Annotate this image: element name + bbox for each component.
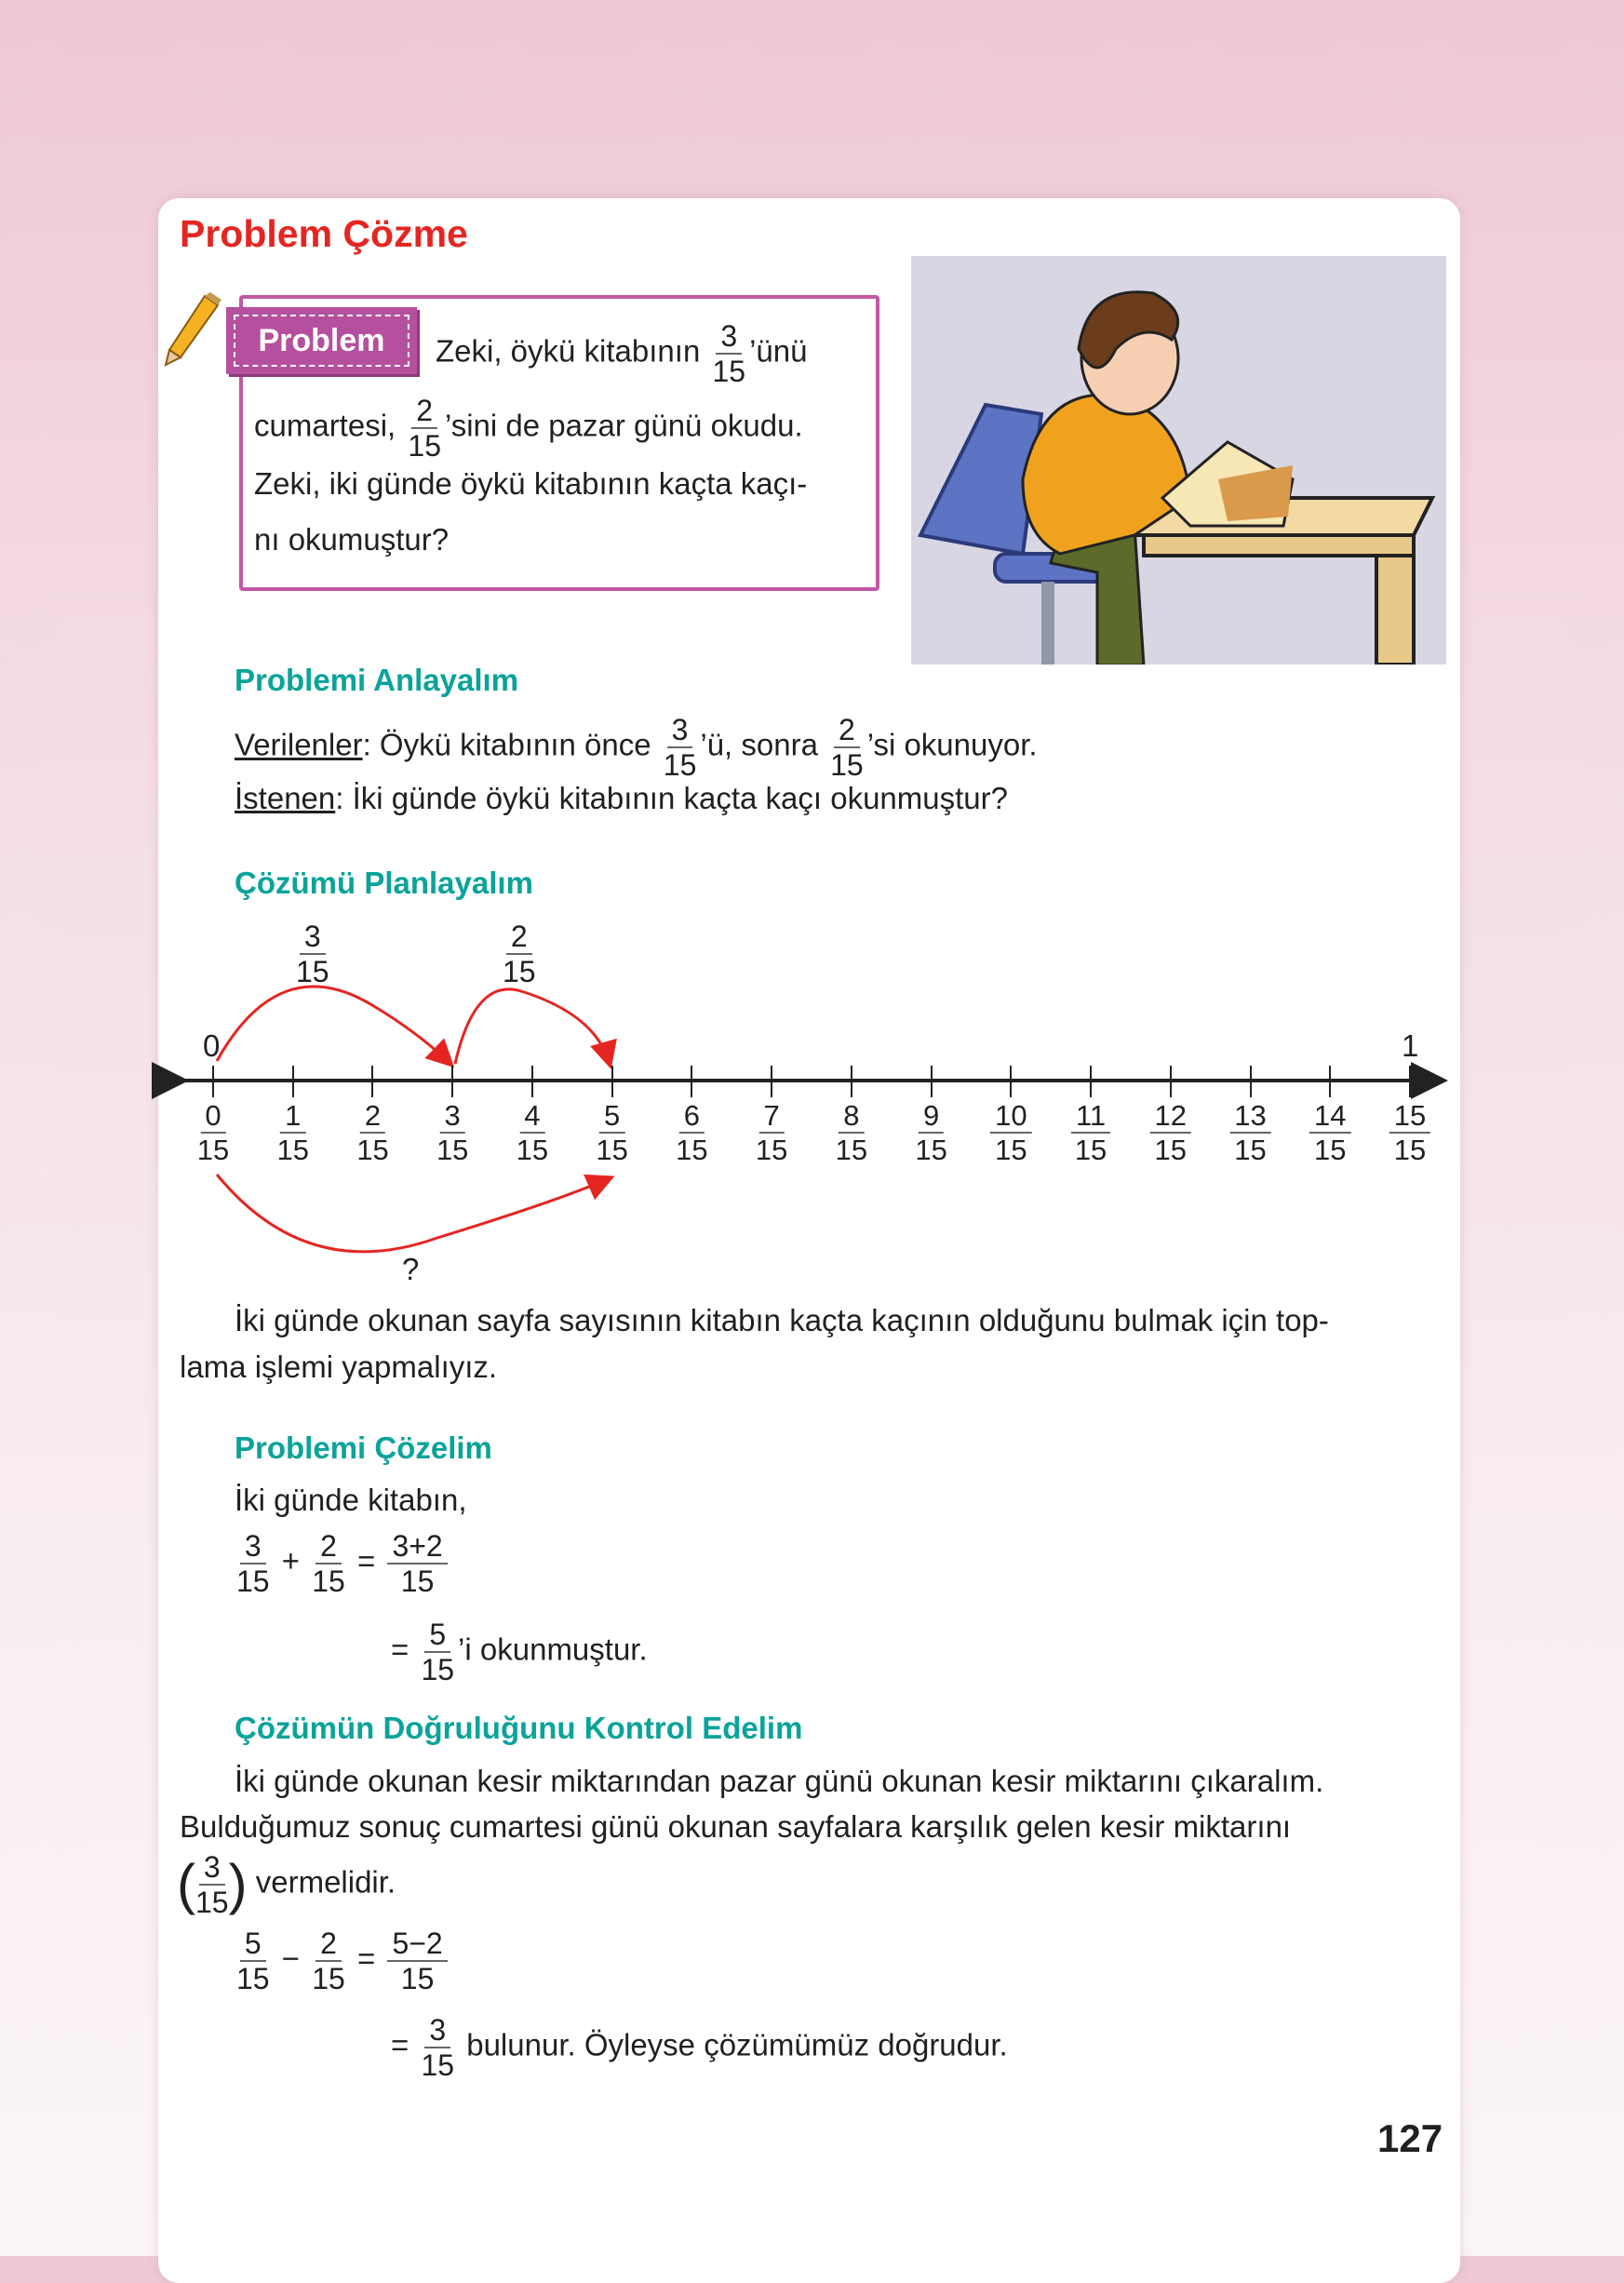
tick-label: $\frac{5}{15}$	[596, 1099, 628, 1166]
tick-label: $\frac{10}{15}$	[986, 1101, 1035, 1164]
tick-label: $\frac{6}{15}$	[676, 1099, 708, 1166]
number-line-tick	[212, 1066, 214, 1097]
tick-label: $\frac{2}{15}$	[356, 1099, 389, 1166]
number-line-tick	[851, 1066, 852, 1097]
check-paragraph-2: Bulduğumuz sonuç cumartesi günü okunan sayfalara karşılık gelen kesir miktarını	[180, 1809, 1292, 1844]
asked-line: İstenen: İki günde öykü kitabının kaçta kaçı okunmuştur?	[235, 781, 1008, 815]
number-line-tick	[451, 1066, 453, 1097]
problem-badge: Problem	[226, 307, 417, 374]
number-line-tick	[292, 1066, 294, 1097]
zero-label: 0	[203, 1028, 221, 1063]
number-line-tick	[1010, 1066, 1012, 1097]
question-label: ?	[402, 1252, 420, 1286]
check-equation: $\frac{5}{15}$ − $\frac{2}{15}$ = $\frac{5-2}{15}$	[233, 1928, 451, 1994]
page-number: 127	[1377, 2116, 1443, 2160]
number-line-tick	[691, 1066, 692, 1097]
number-line-tick	[611, 1066, 613, 1097]
tick-label: $\frac{9}{15}$	[915, 1099, 947, 1166]
number-line-tick	[1329, 1066, 1331, 1097]
check-paragraph-1: İki günde okunan kesir miktarından pazar günü okunan kesir miktarını çıkaralım.	[235, 1764, 1324, 1798]
jump1-label: $\frac{3}{15}$	[296, 920, 329, 988]
fraction: $\frac{2}{15}$	[830, 713, 864, 782]
number-line-tick	[1409, 1066, 1411, 1097]
tick-label: $\frac{1}{15}$	[276, 1099, 309, 1166]
problem-line-2: cumartesi, $\frac{2}{15}$ ’sini de pazar günü okudu.	[254, 394, 803, 463]
heading-plan: Çözümü Planlayalım	[235, 866, 533, 900]
given-line: Verilenler: Öykü kitabının önce $\frac{3}{15}$ ’ü, sonra $\frac{2}{15}$ ’si okunuyor.	[235, 713, 1038, 782]
number-line-tick	[371, 1066, 373, 1097]
heading-solve: Problemi Çözelim	[235, 1430, 492, 1465]
tick-label: $\frac{11}{15}$	[1067, 1101, 1114, 1164]
tick-label: $\frac{14}{15}$	[1306, 1101, 1354, 1164]
one-label: 1	[1402, 1028, 1419, 1063]
problem-line-4: nı okumuştur?	[254, 522, 450, 557]
jump2-label: $\frac{2}{15}$	[503, 920, 536, 988]
solve-intro: İki günde kitabın,	[235, 1483, 467, 1517]
tick-label: $\frac{0}{15}$	[196, 1099, 230, 1166]
problem-line-3: Zeki, iki günde öykü kitabının kaçta kaçı-	[254, 466, 808, 501]
tick-label: $\frac{12}{15}$	[1147, 1101, 1195, 1164]
solve-equation: $\frac{3}{15}$ + $\frac{2}{15}$ = $\frac{3+2}{15}$	[233, 1531, 451, 1596]
number-line-tick	[771, 1066, 772, 1097]
tick-label: $\frac{15}{15}$	[1386, 1101, 1434, 1164]
tick-label: $\frac{3}{15}$	[436, 1099, 469, 1166]
fraction: $\frac{3}{15}$	[712, 319, 746, 388]
number-line-tick	[531, 1066, 533, 1097]
fraction: $\frac{3}{15}$	[663, 713, 697, 782]
plan-paragraph-1: İki günde okunan sayfa sayısının kitabın kaçta kaçının olduğunu bulmak için top-	[235, 1303, 1329, 1337]
jump1-arrow	[217, 987, 450, 1064]
heading-check: Çözümün Doğruluğunu Kontrol Edelim	[235, 1711, 803, 1745]
heading-understand: Problemi Anlayalım	[235, 663, 519, 697]
number-line-tick	[1250, 1066, 1252, 1097]
plan-paragraph-2: lama işlemi yapmalıyız.	[180, 1350, 498, 1384]
problem-line-1: Zeki, öykü kitabının $\frac{3}{15}$ ’ünü	[436, 319, 808, 388]
tick-label: $\frac{7}{15}$	[755, 1099, 788, 1166]
tick-label: $\frac{8}{15}$	[835, 1099, 868, 1166]
fraction: $\frac{2}{15}$	[408, 394, 441, 463]
number-line-tick	[1170, 1066, 1172, 1097]
check-result: = $\frac{3}{15}$ bulunur. Öyleyse çözümümüz doğrudur.	[391, 2013, 1008, 2082]
number-line-tick	[1090, 1066, 1092, 1097]
jump2-arrow	[455, 989, 610, 1064]
page-title: Problem Çözme	[180, 212, 468, 255]
tick-label: $\frac{13}{15}$	[1226, 1101, 1274, 1164]
total-arrow	[217, 1175, 610, 1252]
check-paragraph-3: ( $\frac{3}{15}$ ) vermelidir.	[177, 1850, 396, 1919]
solve-result: = $\frac{5}{15}$ ’i okunmuştur.	[391, 1618, 648, 1686]
tick-label: $\frac{4}{15}$	[516, 1099, 549, 1166]
number-line-tick	[931, 1066, 933, 1097]
